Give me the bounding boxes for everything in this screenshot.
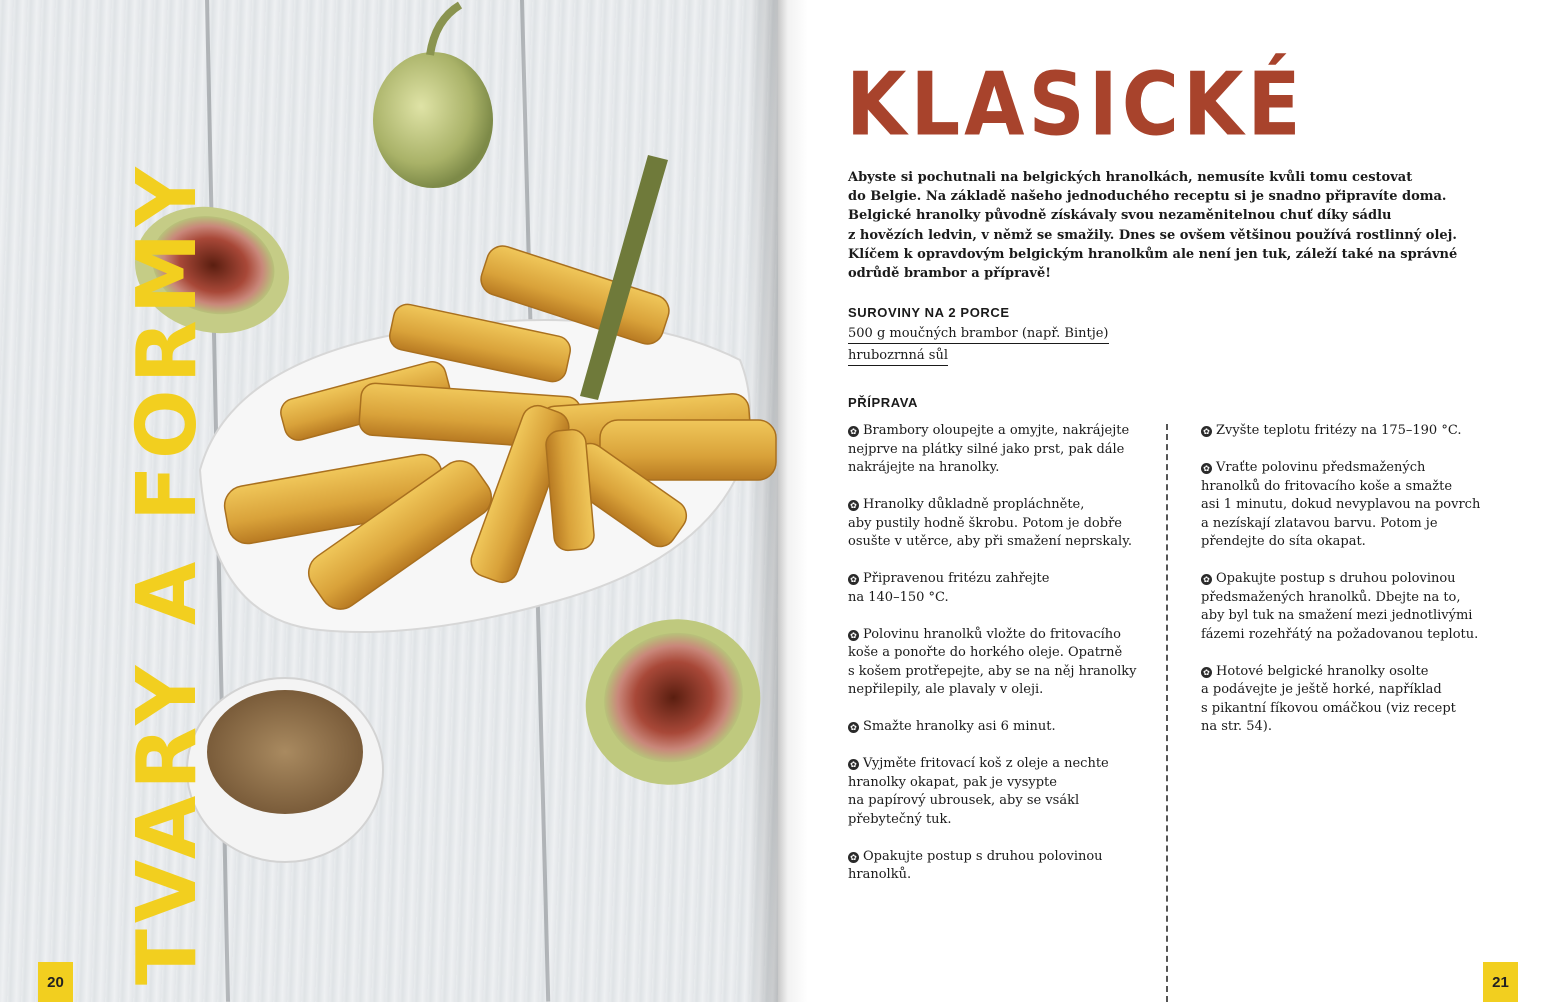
page-number-right: 21	[1483, 962, 1518, 1002]
preparation-step	[848, 755, 1148, 829]
preparation-step	[1201, 570, 1501, 644]
preparation-step	[848, 570, 1148, 607]
preparation-step	[848, 718, 1148, 737]
step-line: ✿ Polovinu hranolků vložte do fritovacího	[848, 626, 1148, 645]
ingredient-item: 500 g moučných brambor (např. Bintje)	[848, 326, 1109, 344]
preparation-step	[848, 422, 1148, 478]
flower-bullet-icon: ✿	[848, 630, 859, 641]
ingredients-heading: SUROVINY NA 2 PORCE	[848, 305, 1010, 320]
chapter-vertical-title: TVARY A FORMY	[120, 161, 215, 985]
intro-line: Klíčem k opravdovým belgickým hranolkům ale není jen tuk, záleží také na správné	[848, 246, 1458, 262]
steps-column-left	[848, 422, 1148, 903]
step-line: na str. 54).	[1201, 719, 1272, 734]
step-line: na 140–150 °C.	[848, 589, 949, 605]
step-line: hranolky okapat, pak je vysypte	[848, 774, 1057, 790]
step-line: nepřilepily, ale plavaly v oleji.	[848, 682, 1044, 697]
flower-bullet-icon: ✿	[848, 722, 859, 733]
step-line: ✿ Zvyšte teplotu fritézy na 175–190 °C.	[1201, 422, 1501, 441]
step-line: a podávejte je ještě horké, například	[1201, 682, 1442, 697]
intro-line: Abyste si pochutnali na belgických hranolkách, nemusíte kvůli tomu cestovat	[848, 170, 1413, 185]
step-line: ✿ Opakujte postup s druhou polovinou	[1201, 570, 1501, 589]
step-line: ✿ Smažte hranolky asi 6 minut.	[848, 718, 1148, 737]
flower-bullet-icon: ✿	[848, 426, 859, 437]
page-number-left: 20	[38, 962, 73, 1002]
intro-line: do Belgie. Na základě našeho jednoduchého receptu si je snadno připravíte doma.	[848, 189, 1447, 205]
preparation-step	[1201, 422, 1501, 441]
step-line: hranolků do fritovacího koše a smažte	[1201, 478, 1453, 494]
recipe-intro	[848, 168, 1458, 283]
intro-line: odrůdě brambor a přípravě!	[848, 266, 1051, 282]
intro-line: z hovězích ledvin, v němž se smažily. Dnes se ovšem většinou používá rostlinný olej.	[848, 227, 1457, 243]
intro-line: Belgické hranolky původně získávaly svou nezaměnitelnou chuť díky sádlu	[848, 208, 1392, 224]
preparation-step	[848, 496, 1148, 552]
preparation-step	[1201, 459, 1501, 552]
preparation-heading: PŘÍPRAVA	[848, 395, 919, 410]
step-line: aby byl tuk na smažení mezi jednotlivými	[1201, 608, 1473, 623]
flower-bullet-icon: ✿	[1201, 426, 1212, 437]
ingredient-item: hrubozrnná sůl	[848, 348, 948, 366]
preparation-step	[1201, 663, 1501, 737]
step-line: ✿ Hranolky důkladně propláchněte,	[848, 496, 1148, 515]
step-line: s pikantní fíkovou omáčkou (viz recept	[1201, 700, 1456, 716]
step-line: fázemi rozehřátý na požadovanou teplotu.	[1201, 626, 1479, 642]
step-line: osušte v utěrce, aby při smažení neprskaly.	[848, 534, 1132, 549]
step-line: nejprve na plátky silné jako prst, pak dále	[848, 441, 1125, 457]
step-line: přebytečný tuk.	[848, 811, 952, 827]
step-line: a nezískají zlatavou barvu. Potom je	[1201, 515, 1438, 531]
step-line: s košem protřepejte, aby se na něj hranolky	[848, 663, 1137, 679]
step-line: aby pustily hodně škrobu. Potom je dobře	[848, 515, 1122, 531]
steps-column-right	[1201, 422, 1501, 755]
preparation-step	[848, 626, 1148, 700]
step-line: ✿ Opakujte postup s druhou polovinou	[848, 848, 1148, 867]
step-line: ✿ Brambory oloupejte a omyjte, nakrájejte	[848, 422, 1148, 441]
flower-bullet-icon: ✿	[848, 759, 859, 770]
column-divider	[1166, 424, 1168, 1002]
flower-bullet-icon: ✿	[1201, 667, 1212, 678]
step-line: přendejte do síta okapat.	[1201, 534, 1366, 549]
step-line: na papírový ubrousek, aby se vsákl	[848, 793, 1080, 808]
flower-bullet-icon: ✿	[848, 500, 859, 511]
step-line: ✿ Vyjměte fritovací koš z oleje a nechte	[848, 755, 1148, 774]
step-line: ✿ Vraťte polovinu předsmažených	[1201, 459, 1501, 478]
preparation-step	[848, 848, 1148, 885]
step-line: asi 1 minutu, dokud nevyplavou na povrch	[1201, 497, 1481, 512]
flower-bullet-icon: ✿	[848, 852, 859, 863]
recipe-title: KLASICKÉ	[846, 54, 1305, 156]
step-line: předsmažených hranolků. Dbejte na to,	[1201, 589, 1461, 605]
flower-bullet-icon: ✿	[1201, 463, 1212, 474]
step-line: nakrájejte na hranolky.	[848, 460, 1000, 475]
flower-bullet-icon: ✿	[1201, 574, 1212, 585]
flower-bullet-icon: ✿	[848, 574, 859, 585]
step-line: hranolků.	[848, 867, 912, 882]
step-line: ✿ Hotové belgické hranolky osolte	[1201, 663, 1501, 682]
step-line: koše a ponořte do horkého oleje. Opatrně	[848, 645, 1123, 660]
step-line: ✿ Připravenou fritézu zahřejte	[848, 570, 1148, 589]
